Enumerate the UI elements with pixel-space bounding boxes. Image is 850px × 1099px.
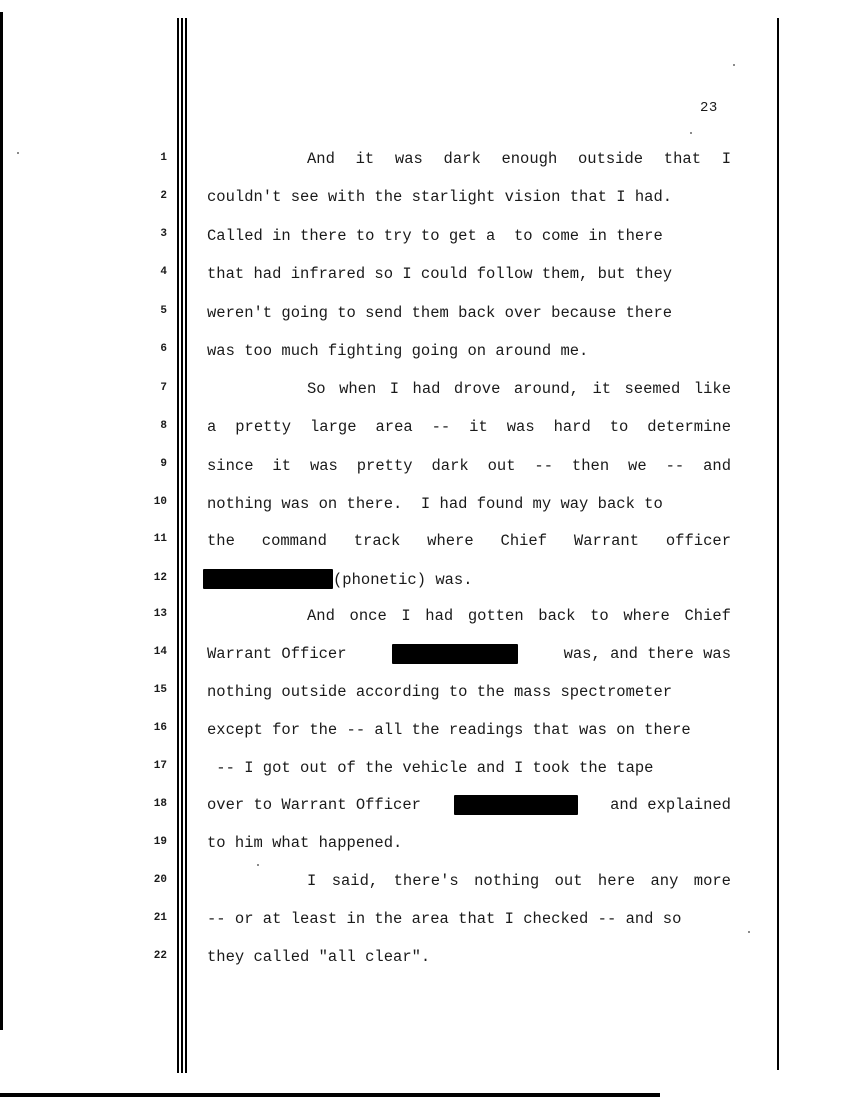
line-number: 18	[153, 798, 167, 810]
scan-bottom-edge	[0, 1093, 660, 1097]
page-number: 23	[700, 100, 718, 116]
transcript-line: except for the -- all the readings that was on there	[207, 721, 691, 739]
redaction-bar	[203, 569, 333, 589]
right-margin-rule	[777, 18, 779, 1070]
line-number: 11	[153, 533, 167, 545]
line-number: 17	[153, 760, 167, 772]
transcript-line: since it was pretty dark out -- then we -- and	[207, 457, 731, 475]
transcript-text: (phonetic) was.	[333, 571, 473, 589]
transcript-line: a pretty large area -- it was hard to determine	[207, 418, 731, 436]
line-number: 7	[160, 382, 167, 394]
transcript-text: and explained	[610, 796, 731, 814]
line-number: 15	[153, 684, 167, 696]
line-number: 14	[153, 646, 167, 658]
line-number: 16	[153, 722, 167, 734]
transcript-line: -- or at least in the area that I checked -- and so	[207, 910, 682, 928]
transcript-line: nothing was on there. I had found my way back to	[207, 495, 663, 513]
left-margin-rule-3	[185, 18, 187, 1073]
scan-speck	[733, 64, 735, 66]
line-number: 19	[153, 836, 167, 848]
transcript-line: -- I got out of the vehicle and I took the tape	[207, 759, 654, 777]
line-number: 21	[153, 912, 167, 924]
transcript-line: to him what happened.	[207, 834, 403, 852]
line-number: 13	[153, 608, 167, 620]
transcript-line: that had infrared so I could follow them, but they	[207, 265, 673, 283]
transcript-line: I said, there's nothing out here any more	[307, 872, 731, 890]
transcript-line	[203, 569, 727, 590]
line-number: 4	[160, 266, 167, 278]
transcript-line: couldn't see with the starlight vision that I had.	[207, 188, 673, 206]
transcript-line: And it was dark enough outside that I	[307, 150, 731, 168]
scan-speck	[257, 864, 259, 866]
redaction-bar	[454, 795, 578, 815]
transcript-line: nothing outside according to the mass spectrometer	[207, 683, 673, 701]
transcript-text: over to Warrant Officer	[207, 796, 421, 814]
line-number: 8	[160, 420, 167, 432]
transcript-line	[207, 644, 731, 664]
scan-speck	[690, 132, 692, 134]
transcript-line	[207, 795, 731, 815]
line-number: 1	[160, 152, 167, 164]
line-number: 5	[160, 305, 167, 317]
scan-speck	[17, 152, 19, 154]
line-number: 9	[160, 458, 167, 470]
transcript-line: Called in there to try to get a to come in there	[207, 227, 663, 245]
line-number: 22	[153, 950, 167, 962]
left-margin-rule-2	[181, 18, 183, 1073]
transcript-line: was too much fighting going on around me.	[207, 342, 589, 360]
transcript-line: weren't going to send them back over because there	[207, 304, 673, 322]
line-number: 10	[153, 496, 167, 508]
transcript-line: the command track where Chief Warrant officer	[207, 532, 731, 550]
transcript-line: And once I had gotten back to where Chief	[307, 607, 731, 625]
transcript-line: So when I had drove around, it seemed like	[307, 380, 731, 398]
left-margin-rule-1	[177, 18, 179, 1073]
redaction-bar	[392, 644, 518, 664]
line-number: 2	[160, 190, 167, 202]
transcript-line: they called "all clear".	[207, 948, 431, 966]
line-number: 6	[160, 343, 167, 355]
transcript-text: Warrant Officer	[207, 645, 347, 663]
line-number: 3	[160, 228, 167, 240]
transcript-text: was, and there was	[563, 645, 731, 663]
scan-left-edge	[0, 12, 3, 1030]
scan-speck	[748, 931, 750, 933]
line-number: 20	[153, 874, 167, 886]
line-number: 12	[153, 572, 167, 584]
